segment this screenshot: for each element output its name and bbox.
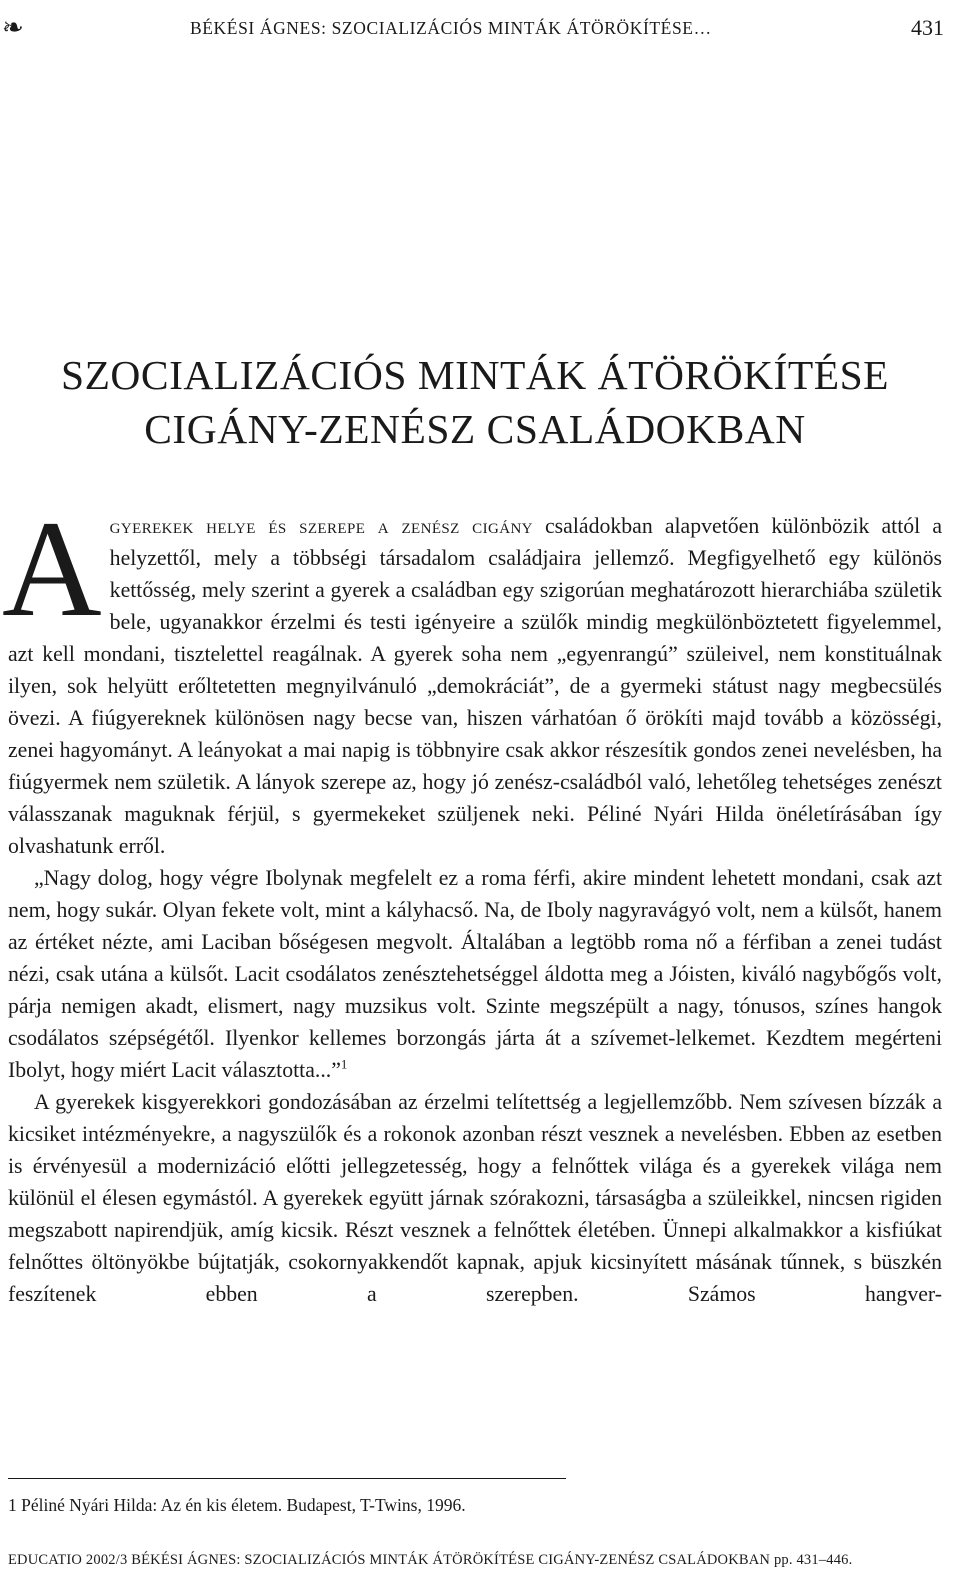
block-quote bbox=[8, 862, 942, 1086]
block-quote-text: „Nagy dolog, hogy végre Ibolynak megfelelt ez a roma férfi, akire mindent lehetett mondani, csak azt nem, hogy sukár. Olyan fekete volt, mint a kályhacső. Na, de Iboly nagyravágyó volt, nem a külsőt, hanem az értéket nézte, ami Laciban bőségesen megvolt. Általában a legtöbb roma nő a férfiban a zenei tudást nézi, csak utána a külsőt. Lacit csodálatos zenésztehetséggel áldotta meg a Jóisten, kiváló nagybőgős volt, párja nemigen akadt, elismert, nagy muzsikus volt. Szinte megszépült a nagy, tónusos, színes hangok csodálatos szépségétől. Ilyenkor kellemes borzongás járta át a szívemet-lelkemet. Kezdtem megérteni Ibolyt, hogy miért Lacit választotta...” bbox=[8, 866, 942, 1082]
article-title-line-2: CIGÁNY-ZENÉSZ CSALÁDOKBAN bbox=[144, 406, 806, 452]
footer-page-range: pp. 431–446. bbox=[773, 1552, 853, 1568]
article-body bbox=[2, 492, 942, 1310]
paragraph-intro bbox=[2, 492, 942, 862]
page-footer bbox=[8, 1548, 852, 1572]
paragraph-intro-text: családokban alapvetően különbözik attól a helyzettől, mely a többségi társadalom családjaira jellemző. Megfigyelhető egy különös kettősség, mely szerint a gyerek a családban egy szigorúan meghatározott hierarchiába születik bele, ugyanakkor érzelmi és testi igényeire a szülők mindig megkülönböztetett figyelemmel, azt kell mondani, tisztelettel reagálnak. A gyerek soha nem „egyenrangú” szüleivel, nem konstituálnak ilyen, sok helyütt erőltetetten megnyilvánuló „demokráciát”, de a gyermeki státust nagy megbecsülés övezi. A fiúgyereknek különösen nagy becse van, hiszen várhatóan ő örökíti majd tovább a közösségi, zenei hagyományt. A leányokat a mai napig is többnyire csak akkor részesítik gondos zenei nevelésben, ha fiúgyermek nem születik. A lányok szerepe az, hogy jó zenész-családból való, lehetőleg tehetséges zenészt válasszanak maguknak férjül, s gyermekeket szüljenek neki. Péliné Nyári Hilda önéletírásában így olvashatunk erről. bbox=[8, 514, 942, 858]
footnote-reference[interactable]: 1 bbox=[340, 1056, 348, 1072]
running-head-title: BÉKÉSI ÁGNES: SZOCIALIZÁCIÓS MINTÁK ÁTÖRÖKÍTÉSE… bbox=[190, 18, 712, 38]
article-title-line-1: SZOCIALIZÁCIÓS MINTÁK ÁTÖRÖKÍTÉSE bbox=[61, 352, 889, 398]
footnote bbox=[8, 1492, 466, 1518]
article-title bbox=[0, 348, 950, 456]
lead-in-smallcaps: gyerekek helye és szerepe a zenész cigány bbox=[109, 514, 533, 538]
paragraph-childcare: A gyerekek kisgyerekkori gondozásában az érzelmi telítettség a legjellemzőbb. Nem szívesen bízzák a kicsiket intézményekre, a nagyszülők és a rokonok azonban részt vesznek a nevelésben. Ebben az esetben is érvényesül a modernizáció előtti jellegzetesség, hogy a felnőttek világa és a gyerekek világa nem különül el élesen egymástól. A gyerekek együtt járnak szórakozni, társaságba a szüleikkel, nincsen rigiden megszabott napirendjük, amíg kicsik. Részt vesznek a felnőttek életében. Ünnepi alkalmakkor a kisfiúkat felnőttes öltönyökbe bújtatják, csokornyakkendőt kapnak, apjuk kicsinyített másának tűnnek, s büszkén feszítenek ebben a szerepben. Számos hangver- bbox=[8, 1090, 942, 1306]
footnote-divider bbox=[8, 1478, 566, 1479]
fleuron-icon: ❧ bbox=[2, 13, 24, 42]
footnote-number: 1 bbox=[8, 1495, 17, 1515]
drop-cap: A bbox=[2, 492, 102, 645]
page-number: 431 bbox=[911, 15, 944, 40]
running-head bbox=[0, 8, 960, 48]
footer-citation: EDUCATIO 2002/3 BÉKÉSI ÁGNES: SZOCIALIZÁCIÓS MINTÁK ÁTÖRÖKÍTÉSE CIGÁNY-ZENÉSZ CSALÁDOKBAN bbox=[8, 1552, 774, 1568]
footnote-text: Péliné Nyári Hilda: Az én kis életem. Budapest, T-Twins, 1996. bbox=[21, 1495, 466, 1515]
